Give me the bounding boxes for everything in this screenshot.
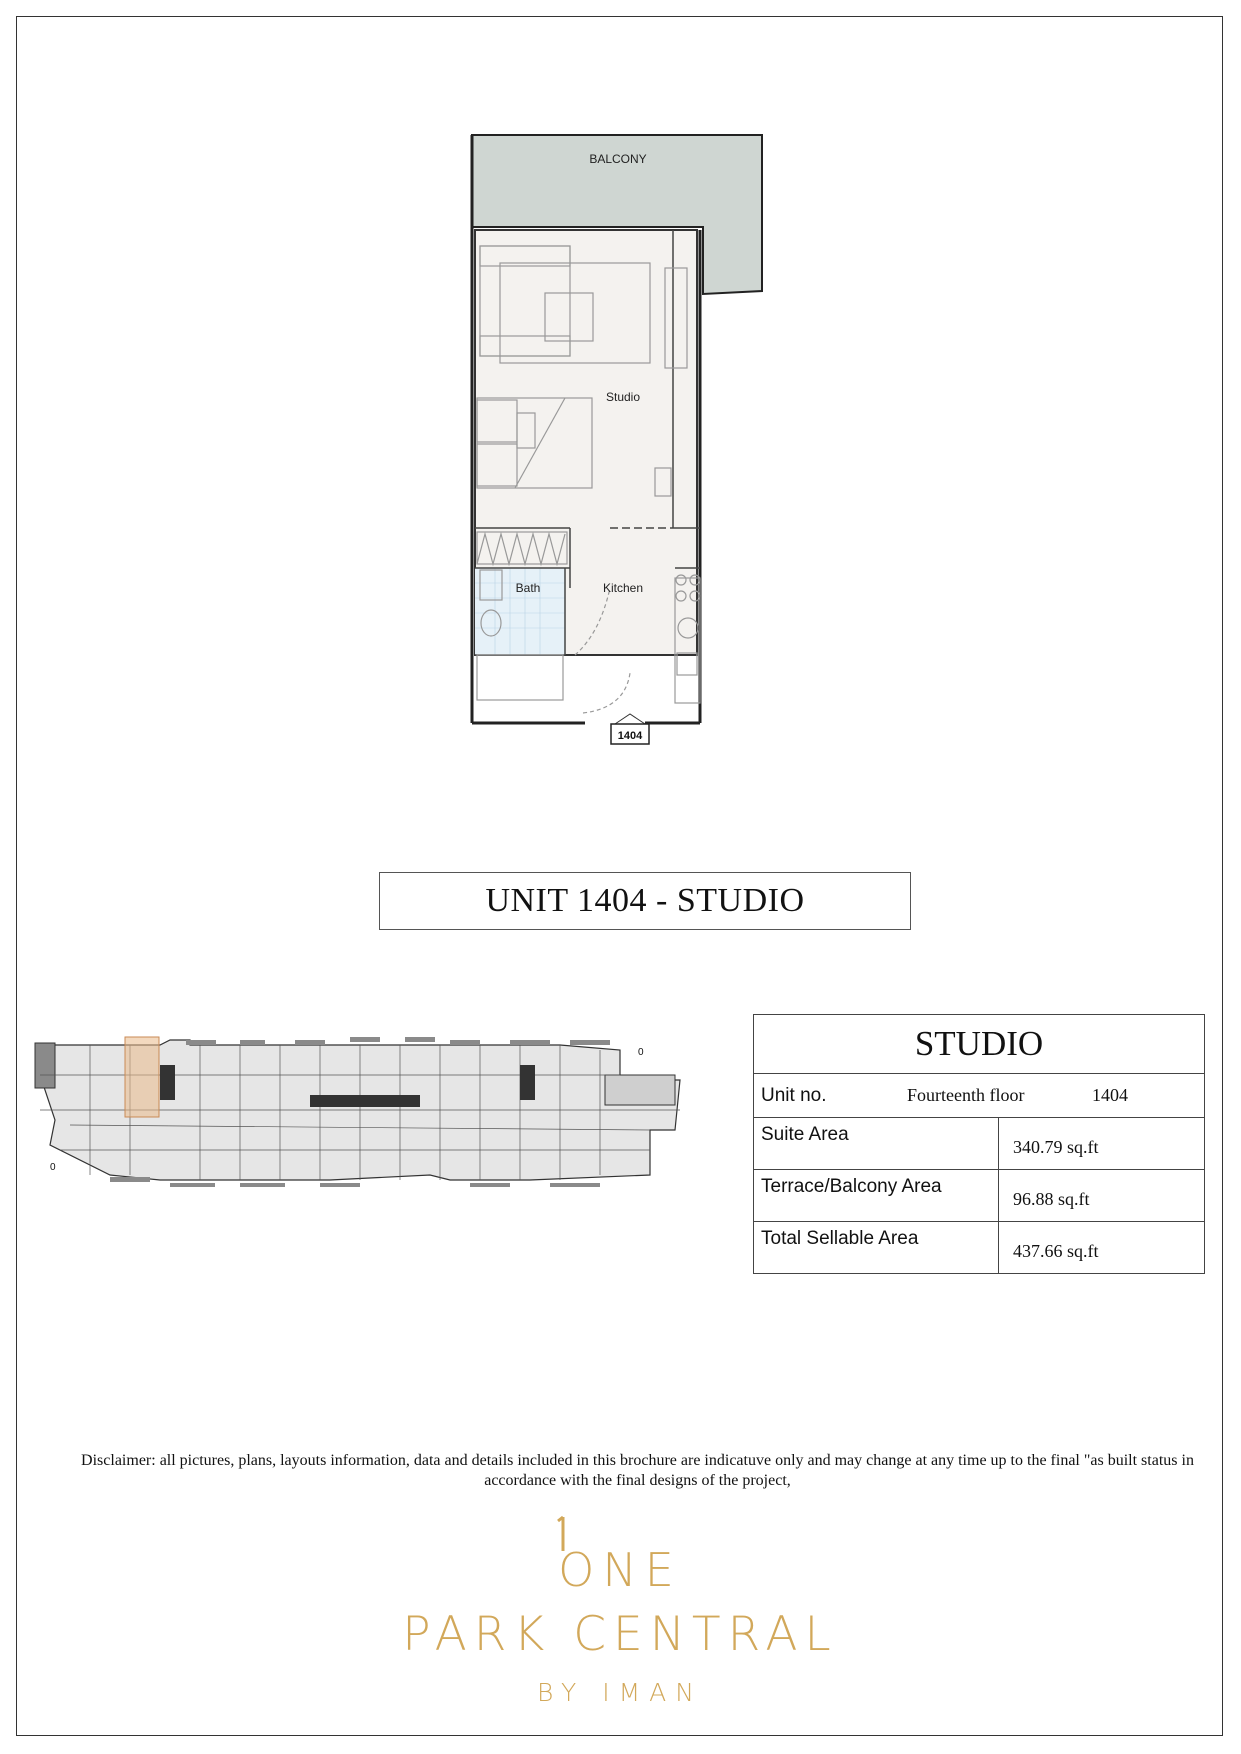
unit-no-label: Unit no. xyxy=(761,1084,827,1106)
spec-row-value: 340.79 sq.ft xyxy=(999,1118,1205,1170)
floor-value: Fourteenth floor xyxy=(907,1085,1025,1105)
studio-label: Studio xyxy=(605,390,641,404)
spec-row-label: Terrace/Balcony Area xyxy=(754,1170,999,1222)
disclaimer-text: Disclaimer: all pictures, plans, layouts information, data and details included in this brochure are indicatuve only and may change at any time up to the final "as built status in accordance with the final designs of the project, xyxy=(81,1452,1194,1489)
logo-line-park-central: PARK CENTRAL xyxy=(402,1607,838,1662)
spec-row-value: 437.66 sq.ft xyxy=(999,1222,1205,1274)
keyplan-marker-right: 0 xyxy=(638,1047,644,1058)
unit-tag-label: 1404 xyxy=(617,730,643,742)
key-plan xyxy=(30,1035,730,1220)
unit-floor-plan xyxy=(455,128,795,768)
spec-row-value: 96.88 sq.ft xyxy=(999,1170,1205,1222)
logo-line-one: ONE xyxy=(558,1543,682,1597)
highlighted-unit xyxy=(125,1037,159,1117)
area-spec-table xyxy=(753,1014,1205,1274)
spec-type: STUDIO xyxy=(754,1015,1205,1074)
unit-number-value: 1404 xyxy=(1092,1085,1128,1105)
spec-row xyxy=(754,1222,1205,1274)
kitchen-label: Kitchen xyxy=(602,581,644,595)
spec-row-label: Total Sellable Area xyxy=(754,1222,999,1274)
keyplan-marker-left: 0 xyxy=(50,1162,56,1173)
bath-label: Bath xyxy=(515,581,541,595)
brand-logo xyxy=(340,1515,900,1715)
logo-line-by-iman: BY IMAN xyxy=(537,1678,703,1707)
spec-row xyxy=(754,1170,1205,1222)
spec-row-label: Suite Area xyxy=(754,1118,999,1170)
unit-title: UNIT 1404 - STUDIO xyxy=(379,872,911,930)
balcony-label: BALCONY xyxy=(589,152,647,166)
spec-row xyxy=(754,1118,1205,1170)
